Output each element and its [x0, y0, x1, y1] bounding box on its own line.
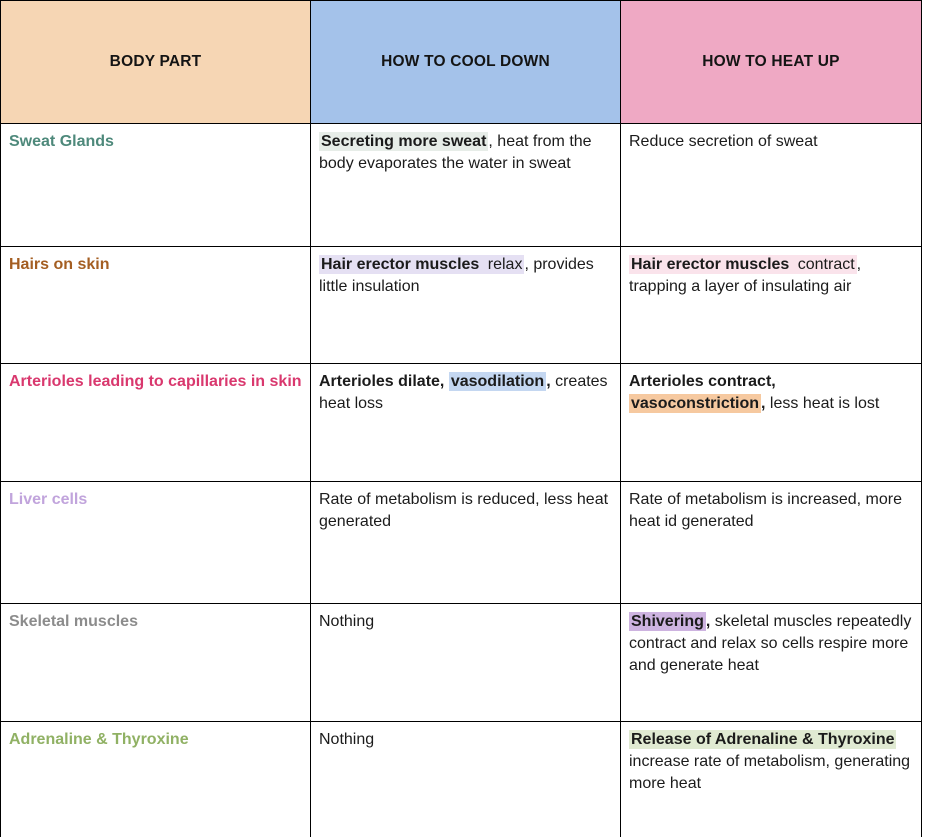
cell-text: Arterioles dilate, [319, 373, 449, 390]
highlighted-text: contract [793, 256, 855, 273]
body-part-label: Sweat Glands [9, 133, 114, 150]
cell-text: , trapping a layer of insulating air [629, 256, 862, 295]
body-part-cell [1, 247, 311, 364]
highlighted-text: relax [483, 256, 523, 273]
cell-text: Reduce secretion of sweat [629, 133, 818, 150]
cell-text: less heat is lost [765, 395, 880, 412]
body-part-cell [1, 124, 311, 247]
body-part-label: Liver cells [9, 491, 88, 508]
heat-up-cell [621, 722, 922, 837]
table-row [1, 364, 922, 482]
body-part-label: Skeletal muscles [9, 613, 138, 630]
header-cell-heat-up: HOW TO HEAT UP [621, 1, 922, 124]
header-cell-body-part: BODY PART [1, 1, 311, 124]
heat-up-cell [621, 364, 922, 482]
body-part-label: Adrenaline & Thyroxine [9, 731, 189, 748]
heat-up-cell [621, 124, 922, 247]
cell-text: increase rate of metabolism, generating more heat [629, 753, 911, 792]
cell-text: Rate of metabolism is increased, more heat id generated [629, 491, 902, 530]
cool-down-cell [311, 364, 621, 482]
body-part-label: Arterioles leading to capillaries in skin [9, 373, 302, 390]
cool-down-cell [311, 247, 621, 364]
cool-down-cell [311, 124, 621, 247]
highlighted-text: Release of Adrenaline & Thyroxine [631, 731, 895, 748]
cell-text: , [761, 395, 766, 412]
header-cell-cool-down: HOW TO COOL DOWN [311, 1, 621, 124]
cell-text: Nothing [319, 731, 375, 748]
cell-text: , [546, 373, 551, 390]
cell-text: Nothing [319, 613, 375, 630]
highlighted-text: Secreting more sweat [321, 133, 487, 150]
cell-text: skeletal muscles repeatedly contract and relax so cells respire more and generate heat [629, 613, 912, 674]
highlighted-text: vasodilation [450, 373, 545, 390]
heat-up-cell [621, 482, 922, 604]
body-part-label: Hairs on skin [9, 256, 110, 273]
cell-text: creates heat loss [319, 373, 608, 412]
cool-down-cell [311, 722, 621, 837]
body-part-cell [1, 482, 311, 604]
cool-down-cell [311, 604, 621, 722]
highlighted-text: Hair erector muscles [321, 256, 480, 273]
highlighted-text: vasoconstriction [631, 395, 760, 412]
cell-text: Arterioles contract, [629, 373, 776, 390]
table-row [1, 482, 922, 604]
highlighted-text: Shivering [631, 613, 704, 630]
table-body [1, 124, 922, 837]
table-row [1, 247, 922, 364]
cell-text: Rate of metabolism is reduced, less heat generated [319, 491, 609, 530]
table-row [1, 124, 922, 247]
table-row [1, 604, 922, 722]
body-part-cell [1, 604, 311, 722]
heat-up-cell [621, 604, 922, 722]
table-header [1, 1, 922, 124]
cell-text: , heat from the body evaporates the water in sweat [319, 133, 592, 172]
highlighted-text: Hair erector muscles [631, 256, 790, 273]
body-part-cell [1, 722, 311, 837]
cool-down-cell [311, 482, 621, 604]
table-row [1, 722, 922, 837]
body-part-cell [1, 364, 311, 482]
cell-text: , provides little insulation [319, 256, 594, 295]
heat-up-cell [621, 247, 922, 364]
header-row [1, 1, 922, 124]
cell-text: , [705, 613, 711, 630]
